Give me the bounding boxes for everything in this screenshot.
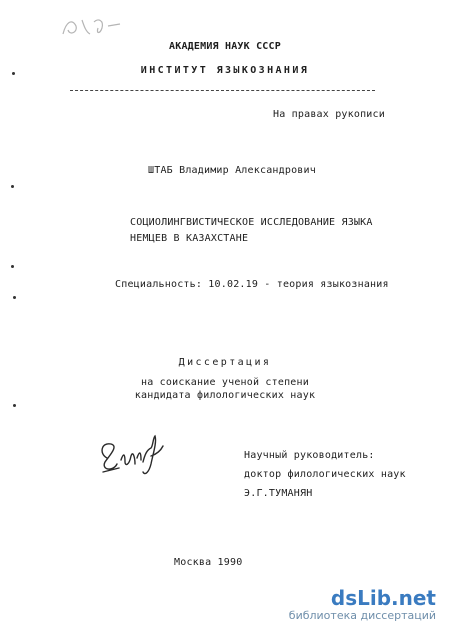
margin-dot xyxy=(13,404,16,407)
title-line-1: СОЦИОЛИНГВИСТИЧЕСКОЕ ИССЛЕДОВАНИЕ ЯЗЫКА xyxy=(130,217,373,228)
academy-heading: АКАДЕМИЯ НАУК СССР xyxy=(169,41,281,52)
watermark-brand: dsLib.net xyxy=(330,586,436,610)
handwritten-mark-icon xyxy=(58,12,128,42)
title-line-2: НЕМЦЕВ В КАЗАХСТАНЕ xyxy=(130,233,249,244)
supervisor-name: Э.Г.ТУМАНЯН xyxy=(244,488,313,499)
specialty: Специальность: 10.02.19 - теория языкознания xyxy=(115,279,389,290)
watermark-tagline: библиотека диссертаций xyxy=(288,609,436,622)
margin-dot xyxy=(11,185,14,188)
dissertation-heading: Диссертация xyxy=(178,357,272,368)
dissertation-degree-line-2: кандидата филологических наук xyxy=(134,390,316,401)
watermark-logo xyxy=(289,587,436,622)
signature-icon xyxy=(95,428,170,483)
dissertation-degree-line-1: на соискание ученой степени xyxy=(141,377,309,388)
separator-line xyxy=(70,90,375,91)
place-year: Москва 1990 xyxy=(174,557,243,568)
institute-heading: ИНСТИТУТ ЯЗЫКОЗНАНИЯ xyxy=(140,65,310,76)
rights-note: На правах рукописи xyxy=(273,109,385,120)
author-name: ШТАБ Владимир Александрович xyxy=(148,165,316,176)
margin-dot xyxy=(13,296,16,299)
margin-dot xyxy=(11,265,14,268)
supervisor-label: Научный руководитель: xyxy=(244,450,375,461)
supervisor-degree: доктор филологических наук xyxy=(244,469,406,480)
